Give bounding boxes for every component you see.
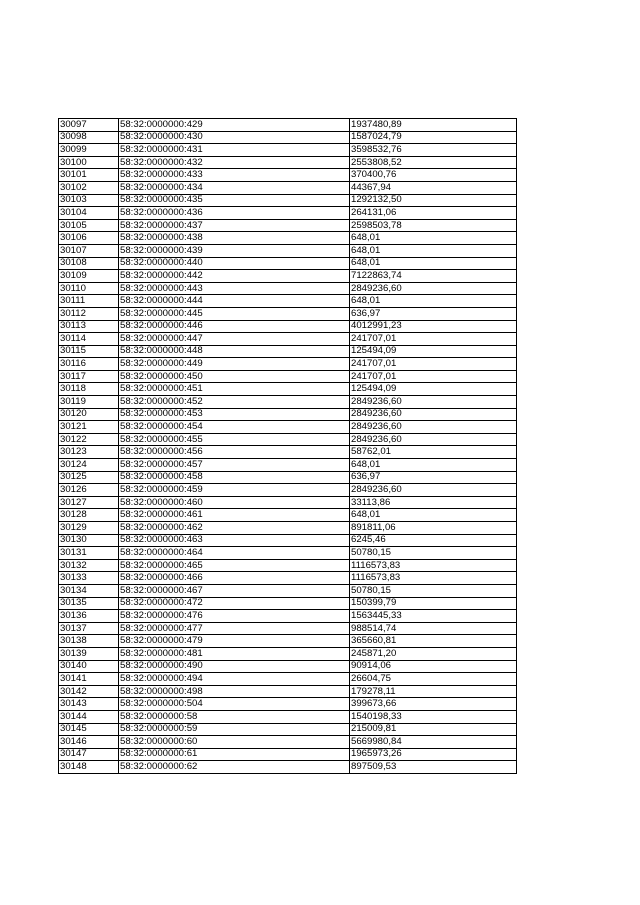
value-cell: 241707,01	[350, 333, 517, 346]
value-cell: 1587024,79	[350, 131, 517, 144]
row-number-cell: 30125	[59, 471, 119, 484]
cadastral-number-cell: 58:32:0000000:447	[119, 333, 350, 346]
cadastral-number-cell: 58:32:0000000:453	[119, 408, 350, 421]
table-row	[59, 484, 517, 497]
cadastral-number-cell: 58:32:0000000:450	[119, 370, 350, 383]
table-row	[59, 572, 517, 585]
row-number-cell: 30131	[59, 547, 119, 560]
row-number-cell: 30112	[59, 307, 119, 320]
row-number-cell: 30133	[59, 572, 119, 585]
table-row	[59, 320, 517, 333]
value-cell: 7122863,74	[350, 270, 517, 283]
row-number-cell: 30145	[59, 723, 119, 736]
table-row	[59, 647, 517, 660]
cadastral-number-cell: 58:32:0000000:452	[119, 396, 350, 409]
table-row	[59, 459, 517, 472]
table-row	[59, 119, 517, 132]
row-number-cell: 30134	[59, 584, 119, 597]
value-cell: 125494,09	[350, 383, 517, 396]
row-number-cell: 30122	[59, 433, 119, 446]
row-number-cell: 30127	[59, 496, 119, 509]
row-number-cell: 30115	[59, 345, 119, 358]
value-cell: 2553808,52	[350, 156, 517, 169]
table-row	[59, 270, 517, 283]
value-cell: 264131,06	[350, 207, 517, 220]
value-cell: 50780,15	[350, 547, 517, 560]
cadastral-number-cell: 58:32:0000000:62	[119, 761, 350, 774]
row-number-cell: 30104	[59, 207, 119, 220]
row-number-cell: 30132	[59, 559, 119, 572]
row-number-cell: 30147	[59, 748, 119, 761]
cadastral-number-cell: 58:32:0000000:436	[119, 207, 350, 220]
cadastral-number-cell: 58:32:0000000:498	[119, 685, 350, 698]
table-row	[59, 131, 517, 144]
value-cell: 4012991,23	[350, 320, 517, 333]
row-number-cell: 30103	[59, 194, 119, 207]
row-number-cell: 30098	[59, 131, 119, 144]
table-row	[59, 610, 517, 623]
table-row	[59, 345, 517, 358]
row-number-cell: 30146	[59, 736, 119, 749]
value-cell: 58762,01	[350, 446, 517, 459]
value-cell: 50780,15	[350, 584, 517, 597]
table-row	[59, 635, 517, 648]
row-number-cell: 30114	[59, 333, 119, 346]
value-cell: 2849236,60	[350, 396, 517, 409]
row-number-cell: 30124	[59, 459, 119, 472]
row-number-cell: 30097	[59, 119, 119, 132]
value-cell: 648,01	[350, 232, 517, 245]
row-number-cell: 30129	[59, 522, 119, 535]
table-row	[59, 446, 517, 459]
value-cell: 215009,81	[350, 723, 517, 736]
table-row	[59, 396, 517, 409]
row-number-cell: 30121	[59, 421, 119, 434]
table-row	[59, 685, 517, 698]
value-cell: 2598503,78	[350, 219, 517, 232]
value-cell: 1540198,33	[350, 710, 517, 723]
value-cell: 897509,53	[350, 761, 517, 774]
value-cell: 5669980,84	[350, 736, 517, 749]
value-cell: 365660,81	[350, 635, 517, 648]
table-row	[59, 358, 517, 371]
row-number-cell: 30119	[59, 396, 119, 409]
row-number-cell: 30101	[59, 169, 119, 182]
cadastral-number-cell: 58:32:0000000:439	[119, 244, 350, 257]
cadastral-number-cell: 58:32:0000000:504	[119, 698, 350, 711]
cadastral-number-cell: 58:32:0000000:432	[119, 156, 350, 169]
cadastral-number-cell: 58:32:0000000:435	[119, 194, 350, 207]
table-body	[59, 119, 517, 774]
table-row	[59, 748, 517, 761]
row-number-cell: 30110	[59, 282, 119, 295]
cadastral-number-cell: 58:32:0000000:458	[119, 471, 350, 484]
cadastral-number-cell: 58:32:0000000:477	[119, 622, 350, 635]
cadastral-number-cell: 58:32:0000000:438	[119, 232, 350, 245]
table-row	[59, 333, 517, 346]
cadastral-number-cell: 58:32:0000000:437	[119, 219, 350, 232]
row-number-cell: 30130	[59, 534, 119, 547]
row-number-cell: 30108	[59, 257, 119, 270]
cadastral-number-cell: 58:32:0000000:456	[119, 446, 350, 459]
table-row	[59, 547, 517, 560]
value-cell: 648,01	[350, 244, 517, 257]
cadastral-number-cell: 58:32:0000000:434	[119, 181, 350, 194]
table-row	[59, 307, 517, 320]
row-number-cell: 30135	[59, 597, 119, 610]
document-page	[58, 118, 516, 774]
cadastral-number-cell: 58:32:0000000:446	[119, 320, 350, 333]
row-number-cell: 30140	[59, 660, 119, 673]
table-row	[59, 370, 517, 383]
table-row	[59, 698, 517, 711]
table-row	[59, 156, 517, 169]
cadastral-number-cell: 58:32:0000000:455	[119, 433, 350, 446]
cadastral-number-cell: 58:32:0000000:451	[119, 383, 350, 396]
value-cell: 1116573,83	[350, 572, 517, 585]
cadastral-number-cell: 58:32:0000000:463	[119, 534, 350, 547]
row-number-cell: 30107	[59, 244, 119, 257]
value-cell: 636,97	[350, 307, 517, 320]
cadastral-number-cell: 58:32:0000000:61	[119, 748, 350, 761]
table-row	[59, 244, 517, 257]
value-cell: 26604,75	[350, 673, 517, 686]
value-cell: 988514,74	[350, 622, 517, 635]
row-number-cell: 30120	[59, 408, 119, 421]
value-cell: 2849236,60	[350, 433, 517, 446]
value-cell: 1292132,50	[350, 194, 517, 207]
table-row	[59, 597, 517, 610]
row-number-cell: 30128	[59, 509, 119, 522]
value-cell: 6245,46	[350, 534, 517, 547]
row-number-cell: 30117	[59, 370, 119, 383]
cadastral-number-cell: 58:32:0000000:442	[119, 270, 350, 283]
cadastral-number-cell: 58:32:0000000:472	[119, 597, 350, 610]
value-cell: 648,01	[350, 459, 517, 472]
table-row	[59, 144, 517, 157]
value-cell: 1116573,83	[350, 559, 517, 572]
value-cell: 648,01	[350, 257, 517, 270]
table-row	[59, 723, 517, 736]
row-number-cell: 30136	[59, 610, 119, 623]
value-cell: 33113,86	[350, 496, 517, 509]
table-row	[59, 207, 517, 220]
table-row	[59, 496, 517, 509]
cadastral-number-cell: 58:32:0000000:465	[119, 559, 350, 572]
value-cell: 150399,79	[350, 597, 517, 610]
table-row	[59, 282, 517, 295]
cadastral-number-cell: 58:32:0000000:445	[119, 307, 350, 320]
table-row	[59, 471, 517, 484]
value-cell: 1937480,89	[350, 119, 517, 132]
table-row	[59, 383, 517, 396]
row-number-cell: 30138	[59, 635, 119, 648]
cadastral-number-cell: 58:32:0000000:443	[119, 282, 350, 295]
row-number-cell: 30113	[59, 320, 119, 333]
cadastral-number-cell: 58:32:0000000:459	[119, 484, 350, 497]
row-number-cell: 30139	[59, 647, 119, 660]
cadastral-number-cell: 58:32:0000000:467	[119, 584, 350, 597]
cadastral-number-cell: 58:32:0000000:490	[119, 660, 350, 673]
table-row	[59, 194, 517, 207]
table-row	[59, 584, 517, 597]
value-cell: 648,01	[350, 509, 517, 522]
cadastral-number-cell: 58:32:0000000:461	[119, 509, 350, 522]
value-cell: 399673,66	[350, 698, 517, 711]
value-cell: 90914,06	[350, 660, 517, 673]
row-number-cell: 30106	[59, 232, 119, 245]
cadastral-number-cell: 58:32:0000000:481	[119, 647, 350, 660]
row-number-cell: 30100	[59, 156, 119, 169]
row-number-cell: 30126	[59, 484, 119, 497]
table-row	[59, 736, 517, 749]
table-row	[59, 761, 517, 774]
row-number-cell: 30123	[59, 446, 119, 459]
value-cell: 2849236,60	[350, 421, 517, 434]
table-row	[59, 257, 517, 270]
cadastral-number-cell: 58:32:0000000:464	[119, 547, 350, 560]
table-row	[59, 433, 517, 446]
cadastral-number-cell: 58:32:0000000:60	[119, 736, 350, 749]
table-row	[59, 522, 517, 535]
table-row	[59, 181, 517, 194]
row-number-cell: 30118	[59, 383, 119, 396]
row-number-cell: 30143	[59, 698, 119, 711]
value-cell: 648,01	[350, 295, 517, 308]
value-cell: 2849236,60	[350, 408, 517, 421]
value-cell: 241707,01	[350, 370, 517, 383]
cadastral-number-cell: 58:32:0000000:433	[119, 169, 350, 182]
table-row	[59, 295, 517, 308]
row-number-cell: 30105	[59, 219, 119, 232]
value-cell: 2849236,60	[350, 282, 517, 295]
value-cell: 125494,09	[350, 345, 517, 358]
table-row	[59, 559, 517, 572]
cadastral-number-cell: 58:32:0000000:476	[119, 610, 350, 623]
cadastral-number-cell: 58:32:0000000:479	[119, 635, 350, 648]
table-row	[59, 408, 517, 421]
row-number-cell: 30111	[59, 295, 119, 308]
cadastral-number-cell: 58:32:0000000:431	[119, 144, 350, 157]
table-row	[59, 673, 517, 686]
table-row	[59, 710, 517, 723]
table-row	[59, 219, 517, 232]
cadastral-number-cell: 58:32:0000000:440	[119, 257, 350, 270]
row-number-cell: 30148	[59, 761, 119, 774]
cadastral-number-cell: 58:32:0000000:59	[119, 723, 350, 736]
value-cell: 3598532,76	[350, 144, 517, 157]
cadastral-number-cell: 58:32:0000000:460	[119, 496, 350, 509]
row-number-cell: 30144	[59, 710, 119, 723]
value-cell: 1965973,26	[350, 748, 517, 761]
value-cell: 2849236,60	[350, 484, 517, 497]
value-cell: 636,97	[350, 471, 517, 484]
row-number-cell: 30116	[59, 358, 119, 371]
cadastral-number-cell: 58:32:0000000:429	[119, 119, 350, 132]
value-cell: 245871,20	[350, 647, 517, 660]
cadastral-value-table	[58, 118, 517, 774]
cadastral-number-cell: 58:32:0000000:58	[119, 710, 350, 723]
table-row	[59, 660, 517, 673]
row-number-cell: 30109	[59, 270, 119, 283]
value-cell: 1563445,33	[350, 610, 517, 623]
table-row	[59, 534, 517, 547]
cadastral-number-cell: 58:32:0000000:457	[119, 459, 350, 472]
table-row	[59, 169, 517, 182]
table-row	[59, 232, 517, 245]
table-row	[59, 509, 517, 522]
value-cell: 241707,01	[350, 358, 517, 371]
value-cell: 891811,06	[350, 522, 517, 535]
cadastral-number-cell: 58:32:0000000:466	[119, 572, 350, 585]
row-number-cell: 30141	[59, 673, 119, 686]
value-cell: 44367,94	[350, 181, 517, 194]
row-number-cell: 30142	[59, 685, 119, 698]
row-number-cell: 30099	[59, 144, 119, 157]
cadastral-number-cell: 58:32:0000000:462	[119, 522, 350, 535]
row-number-cell: 30102	[59, 181, 119, 194]
value-cell: 370400,76	[350, 169, 517, 182]
cadastral-number-cell: 58:32:0000000:444	[119, 295, 350, 308]
cadastral-number-cell: 58:32:0000000:448	[119, 345, 350, 358]
table-row	[59, 622, 517, 635]
cadastral-number-cell: 58:32:0000000:430	[119, 131, 350, 144]
cadastral-number-cell: 58:32:0000000:494	[119, 673, 350, 686]
cadastral-number-cell: 58:32:0000000:454	[119, 421, 350, 434]
value-cell: 179278,11	[350, 685, 517, 698]
row-number-cell: 30137	[59, 622, 119, 635]
table-row	[59, 421, 517, 434]
cadastral-number-cell: 58:32:0000000:449	[119, 358, 350, 371]
